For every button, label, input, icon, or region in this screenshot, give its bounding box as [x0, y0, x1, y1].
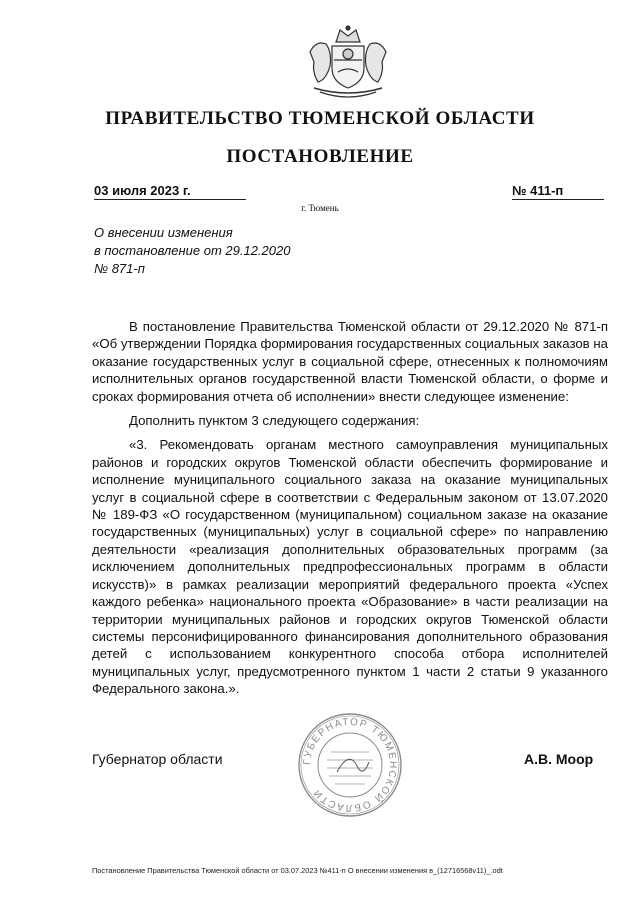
svg-text:ГУБЕРНАТОР ТЮМЕНСКОЙ ОБЛАСТИ [302, 717, 398, 813]
signatory-name: А.В. Моор [524, 751, 594, 767]
body-paragraph-amendment: Дополнить пунктом 3 следующего содержания: [129, 413, 420, 429]
body-paragraph-clause-3: «3. Рекомендовать органам местного самоуправления муниципальных районов и городских округов Тюменской области обеспечить формирование и исполнение муниципального социального заказа на оказание муниципальных услуг в социальной сфере в соответствии с Федеральным законом от 13.07.2020 № 189-ФЗ «О государственном (муниципальном) социальном заказе на оказание государственных (муниципальных) услуг в социальной сфере» по направлению деятельности «реализация дополнительных образовательных программ (за исключением дополнительных предпрофессиональных программ в области искусств)» в рамках реализации мероприятий федерального проекта «Успех каждого ребенка» национального проекта «Образование» в части реализации на территории муниципальных районов и городских округов Тюменской области системы персонифицированного финансирования дополнительного образования детей с использованием конкурентного способа отбора исполнителей муниципальных услуг, предусмотренного пунктом 1 части 2 статьи 9 указанного Федерального закона.». [92, 437, 608, 697]
body-paragraph-intro: В постановление Правительства Тюменской области от 29.12.2020 № 871-п «Об утверждении Порядка формирования государственных социальных заказов на оказание государственных услуг в социальной сфере, отнесенных к полномочиям исполнительных органов государственной власти Тюменской области, о форме и сроках формирования отчета об исполнении» внести следующее изменение: [92, 319, 608, 404]
document-body [92, 318, 608, 698]
document-type: ПОСТАНОВЛЕНИЕ [226, 146, 414, 167]
official-stamp-icon [297, 712, 403, 818]
subject-line: в постановление от 29.12.2020 [94, 243, 291, 258]
organization-title: ПРАВИТЕЛЬСТВО ТЮМЕНСКОЙ ОБЛАСТИ [105, 108, 535, 129]
document-subject [94, 224, 290, 278]
number-value: 411-п [530, 183, 564, 198]
city: г. Тюмень [301, 203, 339, 213]
subject-line: № 871-п [94, 261, 145, 276]
number-label: № [512, 183, 527, 198]
coat-of-arms-icon [296, 22, 400, 102]
stamp-text: ГУБЕРНАТОР ТЮМЕНСКОЙ ОБЛАСТИ [301, 716, 399, 814]
subject-line: О внесении изменения [94, 225, 233, 240]
footer-file-reference: Постановление Правительства Тюменской области от 03.07.2023 №411-п О внесении изменения в_(12716568v11)_.odt [92, 866, 503, 875]
document-number [512, 183, 604, 200]
signatory-title: Губернатор области [92, 751, 223, 767]
document-date: 03 июля 2023 г. [94, 183, 246, 200]
